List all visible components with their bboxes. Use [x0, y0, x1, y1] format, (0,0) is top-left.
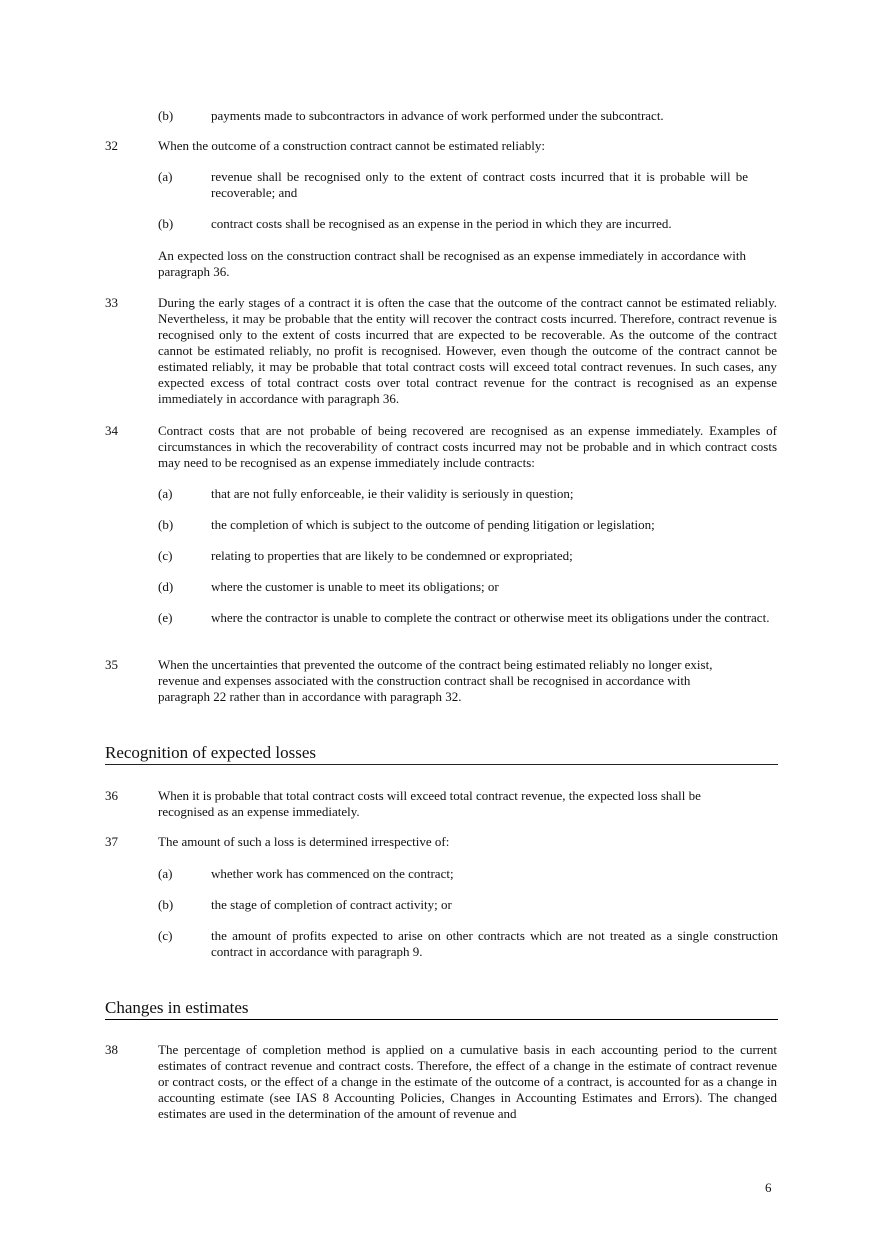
section-heading-changes-in-estimates: Changes in estimates: [105, 998, 778, 1020]
paragraph-32: [105, 138, 777, 154]
paragraph-34-item-d: [158, 579, 778, 595]
paragraph-number: 32: [105, 138, 118, 153]
paragraph-text: When the uncertainties that prevented the outcome of the contract being estimated reliably no longer exist, revenue and expenses associated with the construction contract shall be recognised in accordance with paragraph 22 rather than in accordance with paragraph 32.: [158, 657, 713, 704]
item-text: the stage of completion of contract activity; or: [211, 897, 452, 912]
paragraph-37: [105, 834, 777, 850]
item-label: (d): [158, 579, 174, 594]
item-label: (a): [158, 486, 173, 501]
paragraph-31-item-b: [158, 108, 778, 124]
paragraph-32-item-b: [158, 216, 778, 232]
paragraph-32-closing: [158, 248, 746, 280]
paragraph-text: During the early stages of a contract it is often the case that the outcome of the contract cannot be estimated reliably. Nevertheless, it may be probable that the entity will recover the contract costs incurred. Therefore, contract revenue is recognised only to the extent of costs incurred that are expected to be recoverable. As the outcome of the contract cannot be estimated reliably, no profit is recognised. However, even though the outcome of the contract cannot be estimated reliably, it may be probable that total contract costs will exceed total contract revenues. In such cases, any expected excess of total contract costs over total contract revenue for the contract is recognised as an expense immediately in accordance with paragraph 36.: [158, 295, 777, 406]
item-label: (b): [158, 216, 174, 231]
item-text: contract costs shall be recognised as an expense in the period in which they are incurred.: [211, 216, 672, 231]
item-label: (a): [158, 169, 173, 184]
item-label: (b): [158, 897, 174, 912]
item-label: (c): [158, 928, 173, 943]
paragraph-number: 33: [105, 295, 118, 310]
paragraph-text: Contract costs that are not probable of being recovered are recognised as an expense immediately. Examples of circumstances in which the recoverability of contract costs incurred may not be probable and in which contract costs may need to be recognised as an expense immediately include contracts:: [158, 423, 777, 470]
paragraph-text: An expected loss on the construction contract shall be recognised as an expense immediately in accordance with paragraph 36.: [158, 248, 746, 279]
item-label: (b): [158, 517, 174, 532]
paragraph-37-item-c: [158, 928, 778, 960]
item-label: (e): [158, 610, 173, 625]
paragraph-34: [105, 423, 777, 471]
item-text: whether work has commenced on the contract;: [211, 866, 454, 881]
paragraph-35: [105, 657, 745, 705]
paragraph-36: [105, 788, 745, 820]
item-text: the completion of which is subject to the outcome of pending litigation or legislation;: [211, 517, 655, 532]
paragraph-34-item-e: [158, 610, 778, 626]
item-text: where the customer is unable to meet its obligations; or: [211, 579, 499, 594]
paragraph-text: The amount of such a loss is determined irrespective of:: [158, 834, 450, 849]
paragraph-number: 34: [105, 423, 118, 438]
paragraph-text: When the outcome of a construction contract cannot be estimated reliably:: [158, 138, 545, 153]
item-text: where the contractor is unable to complete the contract or otherwise meet its obligations under the contract.: [211, 610, 770, 625]
item-text: that are not fully enforceable, ie their validity is seriously in question;: [211, 486, 574, 501]
section-heading-expected-losses: Recognition of expected losses: [105, 743, 778, 765]
item-text: relating to properties that are likely to be condemned or expropriated;: [211, 548, 573, 563]
paragraph-number: 35: [105, 657, 118, 672]
paragraph-number: 38: [105, 1042, 118, 1057]
item-label: (a): [158, 866, 173, 881]
paragraph-34-item-c: [158, 548, 778, 564]
paragraph-number: 37: [105, 834, 118, 849]
paragraph-number: 36: [105, 788, 118, 803]
paragraph-text: The percentage of completion method is applied on a cumulative basis in each accounting period to the current estimates of contract revenue and contract costs. Therefore, the effect of a change in the estimate of contract revenue or contract costs, or the effect of a change in the estimate of the outcome of a contract, is accounted for as a change in accounting estimate (see IAS 8 Accounting Policies, Changes in Accounting Estimates and Errors). The changed estimates are used in the determination of the amount of revenue and: [158, 1042, 777, 1121]
paragraph-38: [105, 1042, 777, 1122]
paragraph-32-item-a: [158, 169, 748, 201]
paragraph-33: [105, 295, 777, 407]
item-text: payments made to subcontractors in advance of work performed under the subcontract.: [211, 108, 664, 123]
item-label: (c): [158, 548, 173, 563]
paragraph-37-item-a: [158, 866, 778, 882]
item-text: the amount of profits expected to arise on other contracts which are not treated as a single construction contract in accordance with paragraph 9.: [211, 928, 778, 959]
item-text: revenue shall be recognised only to the extent of contract costs incurred that it is probable will be recoverable; and: [211, 169, 748, 200]
paragraph-text: When it is probable that total contract costs will exceed total contract revenue, the expected loss shall be recognised as an expense immediately.: [158, 788, 701, 819]
item-label: (b): [158, 108, 174, 123]
paragraph-34-item-b: [158, 517, 778, 533]
paragraph-37-item-b: [158, 897, 778, 913]
page-number: 6: [765, 1180, 772, 1195]
paragraph-34-item-a: [158, 486, 778, 502]
